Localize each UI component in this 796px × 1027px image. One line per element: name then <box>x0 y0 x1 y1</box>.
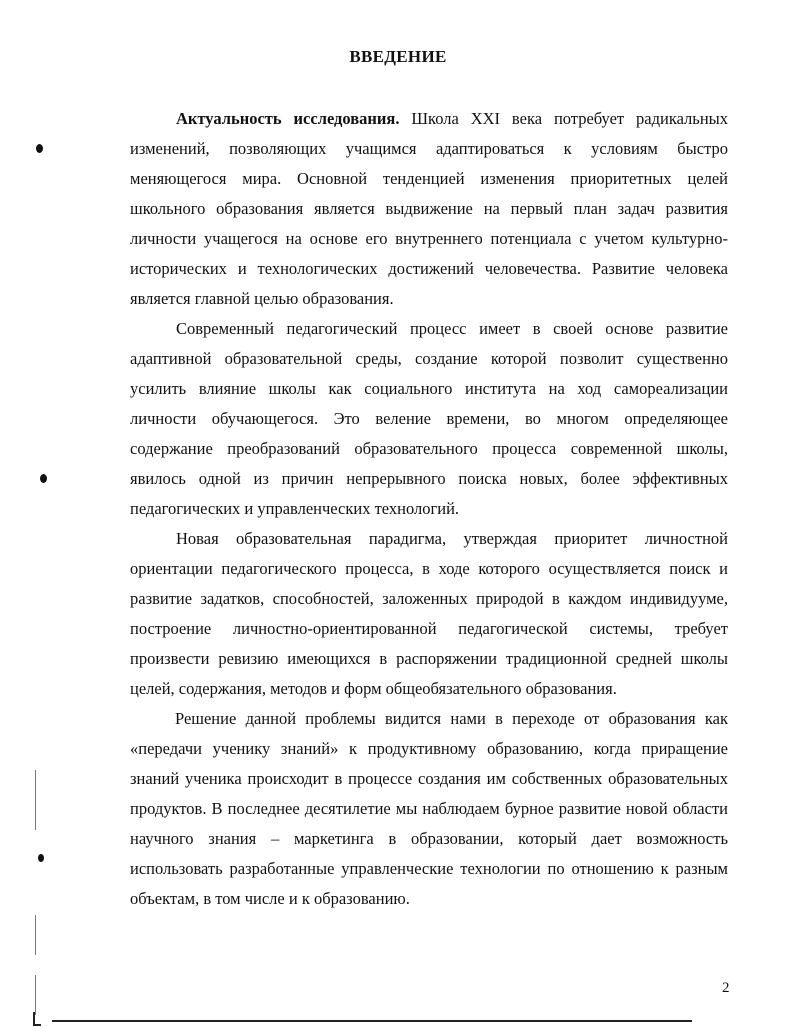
paragraph-text: Школа XXI века потребует радикальных изменений, позволяющих учащимся адаптироваться к условиям быстро меняющегося мира. Основной тенденцией изменения приоритетных целей школьного образования является выдвижение на первый план задач развития личности учащегося на основе его внутреннего потенциала с учетом культурно-исторических и технологических достижений человечества. Развитие человека является главной целью образования. <box>130 109 728 308</box>
paragraph-relevance <box>130 104 728 314</box>
paragraph-lead: Актуальность исследования. <box>176 109 400 128</box>
page-title: ВВЕДЕНИЕ <box>349 47 447 66</box>
scan-corner-mark <box>33 1012 41 1026</box>
scan-edge-line <box>35 975 36 1015</box>
scan-bottom-edge <box>52 1020 692 1022</box>
binder-hole-mark <box>40 474 47 483</box>
paragraph-new-paradigm: Новая образовательная парадигма, утверждая приоритет личностной ориентации педагогического процесса, в ходе которого осуществляется поиск и развитие задатков, способностей, заложенных природой в каждом индивидууме, построение личностно-ориентированной педагогической системы, требует произвести ревизию имеющихся в распоряжении традиционной средней школы целей, содержания, методов и форм общеобязательного образования. <box>130 529 728 698</box>
scan-edge-line <box>35 770 36 830</box>
scan-edge-line <box>35 915 36 955</box>
binder-hole-mark <box>36 144 43 153</box>
paragraph-modern-process: Современный педагогический процесс имеет в своей основе развитие адаптивной образовательной среды, создание которой позволит существенно усилить влияние школы как социального института на ход самореализации личности обучающегося. Это веление времени, во многом определяющее содержание преобразований образовательного процесса современной школы, явилось одной из причин непрерывного поиска новых, более эффективных педагогических и управленческих технологий. <box>130 319 728 518</box>
page-number: 2 <box>722 980 730 996</box>
paragraph-solution: Решение данной проблемы видится нами в переходе от образования как «передачи ученику знаний» к продуктивному образованию, когда приращение знаний ученика происходит в процессе создания им собственных образовательных продуктов. В последнее десятилетие мы наблюдаем бурное развитие новой области научного знания – маркетинга в образовании, который дает возможность использовать разработанные управленческие технологии по отношению к разным объектам, в том числе и к образованию. <box>130 709 728 908</box>
body-text <box>130 104 728 914</box>
binder-hole-mark <box>38 854 44 862</box>
